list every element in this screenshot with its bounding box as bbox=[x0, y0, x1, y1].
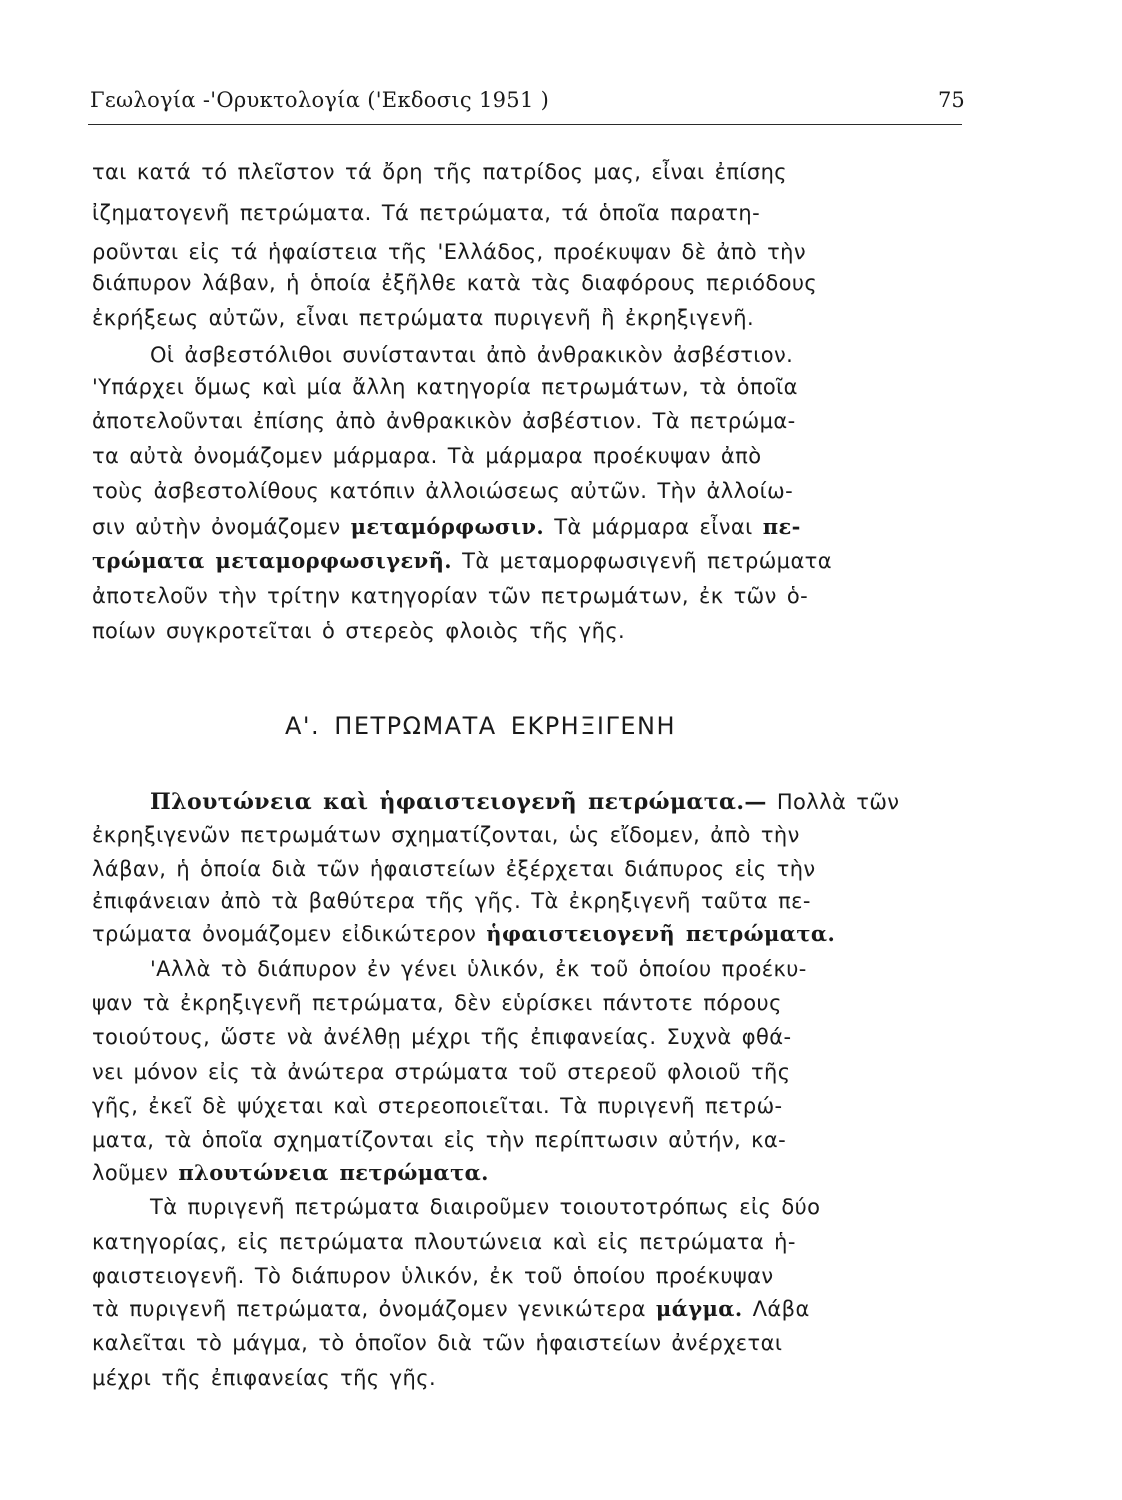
header-rule bbox=[88, 124, 962, 125]
text-line bbox=[92, 1297, 810, 1321]
bold-term-ifaisteiogeni: ἡφαιστειογενῆ πετρώματα. bbox=[486, 921, 836, 946]
text-line: ἀποτελοῦνται ἐπίσης ἀπὸ ἀνθρακικὸν ἀσβέστιον. Τὰ πετρώμα- bbox=[92, 409, 796, 433]
text-span: πε- bbox=[762, 514, 801, 539]
text-line: ψαν τὰ ἐκρηξιγενῆ πετρώματα, δὲν εὑρίσκει πάντοτε πόρους bbox=[92, 991, 782, 1015]
text-line bbox=[92, 922, 835, 946]
text-line: καλεῖται τὸ μάγμα, τὸ ὁποῖον διὰ τῶν ἡφαιστείων ἀνέρχεται bbox=[92, 1331, 783, 1355]
text-line: ἐκρήξεως αὐτῶν, εἶναι πετρώματα πυριγενῆ ἢ ἐκρηξιγενῆ. bbox=[92, 306, 755, 330]
text-line bbox=[150, 790, 899, 814]
text-line: ματα, τὰ ὁποῖα σχηματίζονται εἰς τὴν περίπτωσιν αὐτήν, κα- bbox=[92, 1128, 787, 1152]
text-span: σιν αὐτὴν ὀνομάζομεν bbox=[92, 515, 341, 539]
text-line: τοὺς ἀσβεστολίθους κατόπιν ἀλλοιώσεως αὐτῶν. Τὴν ἀλλοίω- bbox=[92, 479, 794, 503]
text-line: 'Υπάρχει ὅμως καὶ μία ἄλλη κατηγορία πετρωμάτων, τὰ ὁποῖα bbox=[92, 375, 798, 399]
text-line: τα αὐτὰ ὀνομάζομεν μάρμαρα. Τὰ μάρμαρα προέκυψαν ἀπὸ bbox=[92, 444, 762, 468]
text-span: Τὰ μάρμαρα εἶναι bbox=[554, 515, 753, 539]
bold-term-ploutoneia: πλουτώνεια πετρώματα. bbox=[178, 1160, 489, 1185]
text-line: λάβαν, ἡ ὁποία διὰ τῶν ἡφαιστείων ἐξέρχεται διάπυρος εἰς τὴν bbox=[92, 857, 816, 881]
text-span: τρώματα ὀνομάζομεν εἰδικώτερον bbox=[92, 922, 477, 946]
text-line: 'Αλλὰ τὸ διάπυρον ἐν γένει ὑλικόν, ἐκ τοῦ ὁποίου προέκυ- bbox=[150, 957, 807, 981]
text-line: ροῦνται εἰς τά ἡφαίστεια τῆς 'Ελλάδος, προέκυψαν δὲ ἀπὸ τὴν bbox=[92, 240, 807, 264]
text-span: τὰ πυριγενῆ πετρώματα, ὀνομάζομεν γενικώτερα bbox=[92, 1297, 646, 1321]
text-line: φαιστειογενῆ. Τὸ διάπυρον ὑλικόν, ἐκ τοῦ ὁποίου προέκυψαν bbox=[92, 1264, 774, 1288]
text-line: ἐκρηξιγενῶν πετρωμάτων σχηματίζονται, ὡς εἴδομεν, ἀπὸ τὴν bbox=[92, 823, 800, 847]
text-line bbox=[92, 549, 832, 573]
bold-term-metamorfosin: μεταμόρφωσιν. bbox=[350, 514, 545, 539]
text-line: ται κατά τό πλεῖστον τά ὄρη τῆς πατρίδος μας, εἶναι ἐπίσης bbox=[92, 160, 788, 184]
text-span: λοῦμεν bbox=[92, 1161, 169, 1185]
text-line: ποίων συγκροτεῖται ὁ στερεὸς φλοιὸς τῆς γῆς. bbox=[92, 619, 626, 643]
running-title: Γεωλογία -'Ορυκτολογία ('Εκδοσις 1951 ) bbox=[90, 88, 550, 112]
text-line: ἀποτελοῦν τὴν τρίτην κατηγορίαν τῶν πετρωμάτων, ἐκ τῶν ὁ- bbox=[92, 584, 809, 608]
text-span: Πολλὰ τῶν bbox=[776, 790, 900, 814]
subsection-title: Πλουτώνεια καὶ ἡφαιστειογενῆ πετρώματα.— bbox=[150, 789, 767, 815]
text-line: Οἱ ἀσβεστόλιθοι συνίστανται ἀπὸ ἀνθρακικὸν ἀσβέστιον. bbox=[150, 343, 794, 367]
text-line: νει μόνον εἰς τὰ ἀνώτερα στρώματα τοῦ στερεοῦ φλοιοῦ τῆς bbox=[92, 1060, 791, 1084]
text-line bbox=[92, 1161, 489, 1185]
text-line: Τὰ πυριγενῆ πετρώματα διαιροῦμεν τοιουτοτρόπως εἰς δύο bbox=[150, 1195, 821, 1219]
text-span: Λάβα bbox=[752, 1297, 810, 1321]
text-line: διάπυρον λάβαν, ἡ ὁποία ἐξῆλθε κατὰ τὰς διαφόρους περιόδους bbox=[92, 271, 818, 295]
bold-term-magma: μάγμα. bbox=[655, 1296, 743, 1321]
bold-term-metamorfosigeni: τρώματα μεταμορφωσιγενῆ. bbox=[92, 548, 453, 573]
text-line: ἰζηματογενῆ πετρώματα. Τά πετρώματα, τά ὁποῖα παρατη- bbox=[92, 201, 761, 225]
text-line: γῆς, ἐκεῖ δὲ ψύχεται καὶ στερεοποιεῖται. Τὰ πυριγενῆ πετρώ- bbox=[92, 1094, 783, 1118]
text-span: Τὰ μεταμορφωσιγενῆ πετρώματα bbox=[462, 549, 832, 573]
text-line: τοιούτους, ὥστε νὰ ἀνέλθῃ μέχρι τῆς ἐπιφανείας. Συχνὰ φθά- bbox=[92, 1025, 792, 1049]
text-line: κατηγορίας, εἰς πετρώματα πλουτώνεια καὶ εἰς πετρώματα ἡ- bbox=[92, 1230, 796, 1254]
text-line bbox=[92, 515, 801, 539]
section-heading: Α'. ΠΕΤΡΩΜΑΤΑ ΕΚΡΗΞΙΓΕΝΗ bbox=[285, 712, 676, 740]
text-line: μέχρι τῆς ἐπιφανείας τῆς γῆς. bbox=[92, 1366, 437, 1390]
page-number: 75 bbox=[938, 88, 965, 112]
text-line: ἐπιφάνειαν ἀπὸ τὰ βαθύτερα τῆς γῆς. Τὰ ἐκρηξιγενῆ ταῦτα πε- bbox=[92, 889, 811, 913]
